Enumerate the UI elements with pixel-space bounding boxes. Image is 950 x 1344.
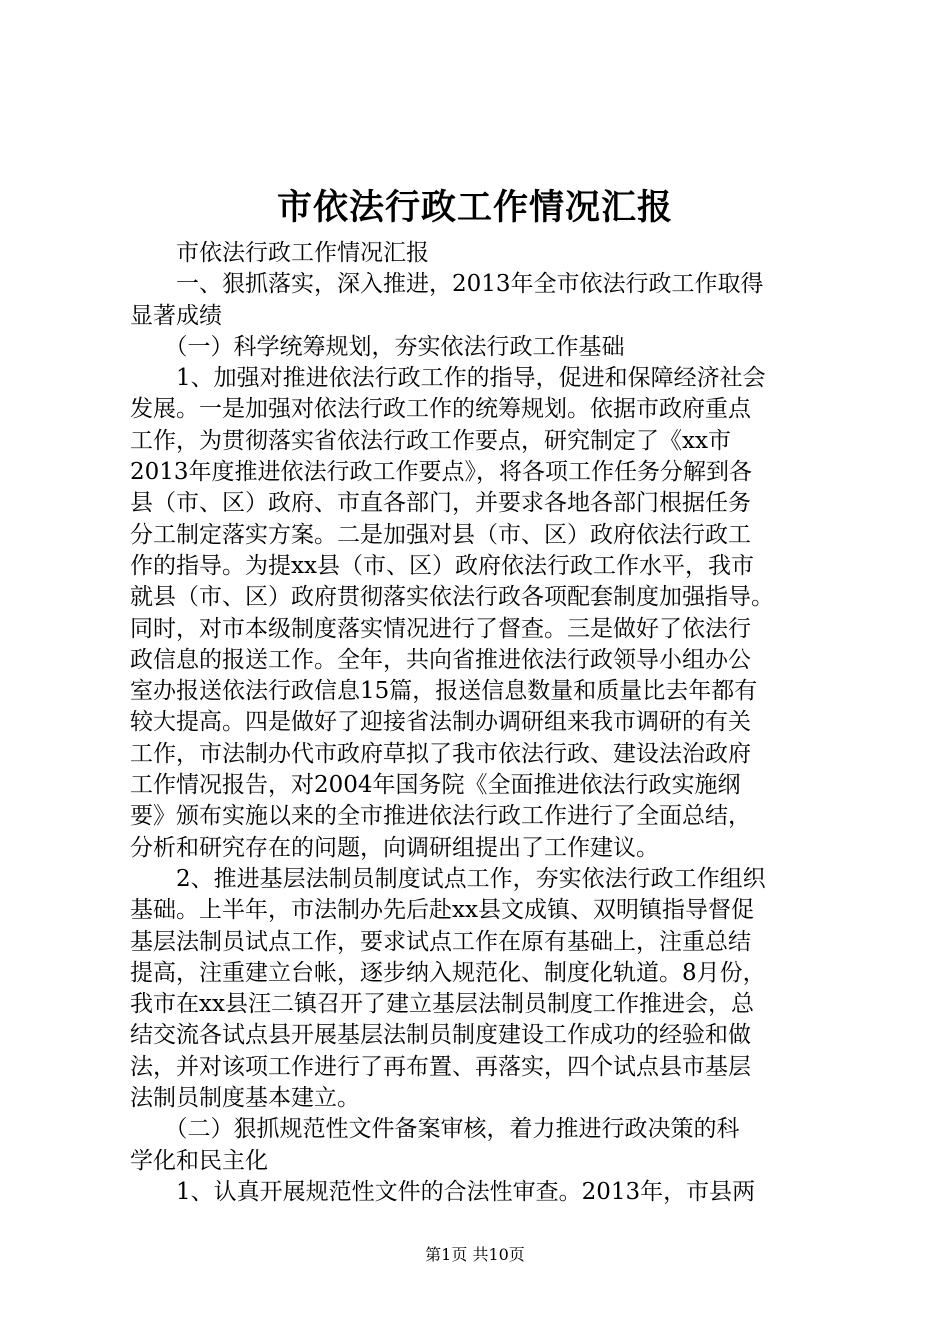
text-line: 提高，注重建立台帐，逐步纳入规范化、制度化轨道。8月份， — [130, 959, 766, 986]
text-line: 发展。一是加强对依法行政工作的统筹规划。依据市政府重点 — [130, 396, 751, 423]
text-line: 法，并对该项工作进行了再布置、再落实，四个试点县市基层 — [130, 1053, 751, 1080]
text-line: 法制员制度基本建立。 — [130, 1085, 360, 1112]
text-line: 分工制定落实方案。二是加强对县（市、区）政府依法行政工 — [130, 521, 751, 548]
text-line: 较大提高。四是做好了迎接省法制办调研组来我市调研的有关 — [130, 709, 751, 736]
text-line: 作的指导。为提xx县（市、区）政府依法行政工作水平，我市 — [130, 552, 754, 579]
text-line: 显著成绩 — [130, 302, 222, 329]
page-footer: 第1页 共10页 — [425, 1245, 525, 1264]
text-line: 基础。上半年，市法制办先后赴xx县文成镇、双明镇指导督促 — [130, 897, 754, 924]
text-line: 1、认真开展规范性文件的合法性审查。2013年，市县两 — [130, 1178, 756, 1205]
text-line: 工作情况报告，对2004年国务院《全面推进依法行政实施纲 — [130, 772, 741, 799]
text-line: 工作，市法制办代市政府草拟了我市依法行政、建设法治政府 — [130, 740, 751, 767]
text-line: 1、加强对推进依法行政工作的指导，促进和保障经济社会 — [130, 365, 766, 392]
text-line: （一）科学统筹规划，夯实依法行政工作基础 — [130, 333, 625, 360]
text-line: 市依法行政工作情况汇报 — [130, 240, 429, 266]
text-line: 2、推进基层法制员制度试点工作，夯实依法行政工作组织 — [130, 865, 766, 892]
text-line: 同时，对市本级制度落实情况进行了督查。三是做好了依法行 — [130, 615, 751, 642]
text-line: 学化和民主化 — [130, 1147, 268, 1174]
document-title: 市依法行政工作情况汇报 — [276, 187, 673, 228]
text-line: 工作，为贯彻落实省依法行政工作要点，研究制定了《xx市 — [130, 427, 731, 454]
text-line: （二）狠抓规范性文件备案审核，着力推进行政决策的科 — [130, 1116, 740, 1143]
text-line: 县（市、区）政府、市直各部门，并要求各地各部门根据任务 — [130, 490, 751, 517]
text-line: 基层法制员试点工作，要求试点工作在原有基础上，注重总结 — [130, 928, 751, 955]
text-line: 结交流各试点县开展基层法制员制度建设工作成功的经验和做 — [130, 1022, 751, 1049]
text-line: 政信息的报送工作。全年，共向省推进依法行政领导小组办公 — [130, 646, 751, 673]
text-line: 我市在xx县汪二镇召开了建立基层法制员制度工作推进会，总 — [130, 991, 754, 1018]
text-line: 分析和研究存在的问题，向调研组提出了工作建议。 — [130, 834, 659, 861]
document-body — [130, 238, 830, 1208]
text-line: 室办报送依法行政信息15篇，报送信息数量和质量比去年都有 — [130, 678, 758, 705]
text-line: 要》颁布实施以来的全市推进依法行政工作进行了全面总结， — [130, 803, 751, 830]
text-line: 就县（市、区）政府贯彻落实依法行政各项配套制度加强指导。 — [130, 584, 774, 611]
text-line: 一、狠抓落实，深入推进，2013年全市依法行政工作取得 — [130, 271, 764, 298]
text-line: 2013年度推进依法行政工作要点》，将各项工作任务分解到各 — [130, 459, 753, 486]
